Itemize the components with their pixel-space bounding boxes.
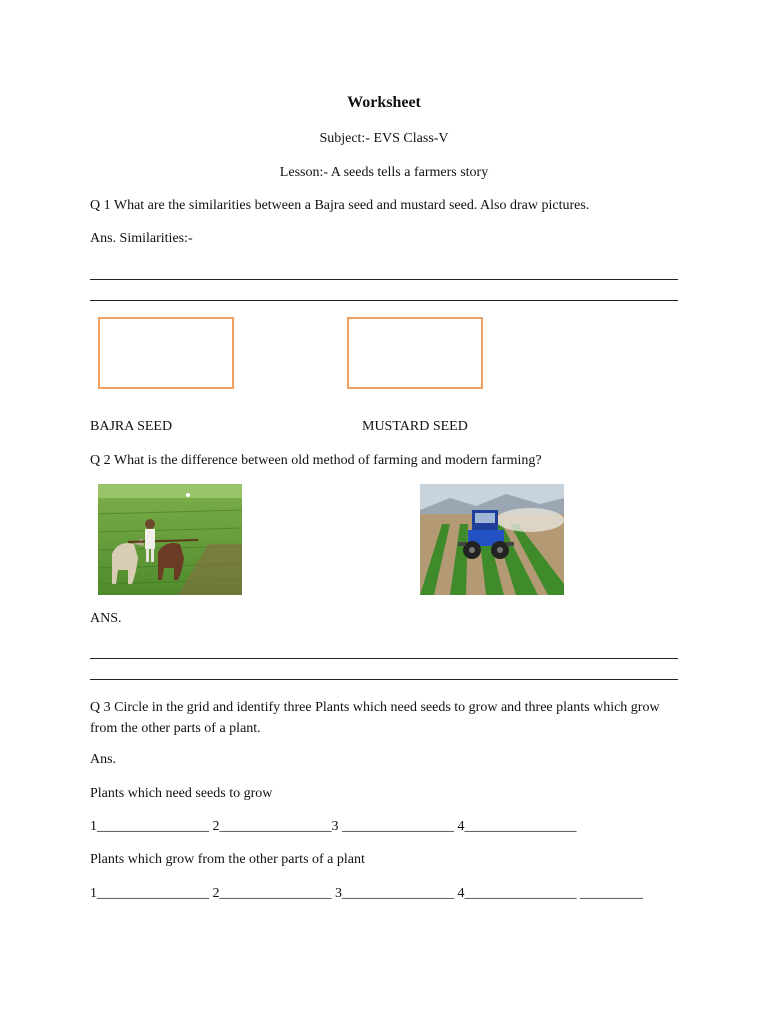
- question-2: Q 2 What is the difference between old method of farming and modern farming?: [90, 453, 542, 468]
- seed-plants-label: Plants which need seeds to grow: [90, 786, 273, 801]
- other-parts-plants-blanks[interactable]: 1________________ 2________________ 3________________ 4________________ _________: [90, 886, 643, 901]
- subject-line: Subject:- EVS Class-V: [319, 131, 449, 146]
- worksheet-title: Worksheet: [347, 94, 421, 111]
- q3-answer-label: Ans.: [90, 752, 117, 767]
- bajra-seed-label: BAJRA SEED: [90, 419, 173, 434]
- answer-line: [90, 658, 678, 659]
- modern-farming-image: [420, 484, 564, 595]
- old-farming-image: [98, 484, 242, 595]
- q2-answer-label: ANS.: [90, 611, 122, 626]
- q1-answer-label: Ans. Similarities:-: [90, 231, 193, 246]
- other-parts-plants-label: Plants which grow from the other parts of a plant: [90, 852, 365, 867]
- seed-plants-blanks[interactable]: 1________________ 2________________3 ________________ 4________________: [90, 819, 577, 834]
- answer-line: [90, 679, 678, 680]
- answer-line: [90, 279, 678, 280]
- bajra-drawing-box[interactable]: [98, 317, 234, 389]
- mustard-drawing-box[interactable]: [347, 317, 483, 389]
- question-1: Q 1 What are the similarities between a Bajra seed and mustard seed. Also draw pictures.: [90, 198, 590, 213]
- question-3: Q 3 Circle in the grid and identify three Plants which need seeds to grow and three plants which grow from the other parts of a plant.: [90, 700, 660, 736]
- answer-line: [90, 300, 678, 301]
- lesson-line: Lesson:- A seeds tells a farmers story: [279, 165, 489, 180]
- mustard-seed-label: MUSTARD SEED: [362, 419, 468, 434]
